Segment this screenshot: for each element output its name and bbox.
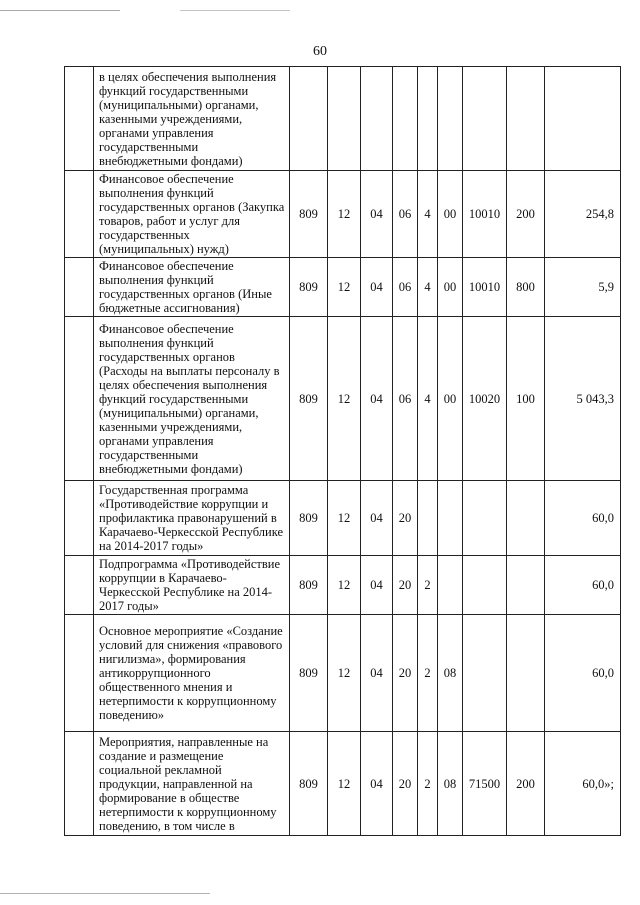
- event-code-cell: 00: [438, 258, 463, 317]
- event-code-cell: 08: [438, 732, 463, 836]
- table-row: [65, 67, 621, 171]
- table-row: [65, 556, 621, 615]
- subsection-code-cell: 04: [361, 317, 393, 481]
- event-code-cell: [438, 481, 463, 556]
- row-number-cell: [65, 732, 94, 836]
- sum-cell: 254,8: [545, 171, 621, 258]
- program-code-cell: 06: [393, 171, 418, 258]
- direction-code-cell: [463, 615, 507, 732]
- program-code-cell: [393, 67, 418, 171]
- section-code-cell: 12: [328, 258, 361, 317]
- ministry-code-cell: [290, 67, 328, 171]
- direction-code-cell: 71500: [463, 732, 507, 836]
- program-code-cell: 20: [393, 732, 418, 836]
- subsection-code-cell: [361, 67, 393, 171]
- expense-type-cell: [507, 556, 545, 615]
- expense-type-cell: [507, 615, 545, 732]
- program-code-cell: 06: [393, 317, 418, 481]
- row-name-cell: в целях обеспечения выполнения функций государственными (муниципальными) органами, казенными учреждениями, органами управления государственными внебюджетными фондами): [94, 67, 290, 171]
- table-row: [65, 258, 621, 317]
- ministry-code-cell: 809: [290, 615, 328, 732]
- ministry-code-cell: 809: [290, 317, 328, 481]
- sum-cell: 60,0: [545, 615, 621, 732]
- row-number-cell: [65, 258, 94, 317]
- row-name-cell: Финансовое обеспечение выполнения функций государственных органов (Закупка товаров, работ и услуг для государственных (муниципальных) нужд): [94, 171, 290, 258]
- row-number-cell: [65, 67, 94, 171]
- ministry-code-cell: 809: [290, 732, 328, 836]
- sum-cell: 60,0: [545, 556, 621, 615]
- subprogram-code-cell: [418, 481, 438, 556]
- subprogram-code-cell: 4: [418, 317, 438, 481]
- ministry-code-cell: 809: [290, 171, 328, 258]
- row-number-cell: [65, 481, 94, 556]
- subsection-code-cell: 04: [361, 171, 393, 258]
- sum-cell: [545, 67, 621, 171]
- section-code-cell: 12: [328, 481, 361, 556]
- budget-table: [64, 66, 621, 836]
- program-code-cell: 20: [393, 481, 418, 556]
- subsection-code-cell: 04: [361, 258, 393, 317]
- row-number-cell: [65, 317, 94, 481]
- program-code-cell: 20: [393, 615, 418, 732]
- expense-type-cell: [507, 67, 545, 171]
- page-number: 60: [313, 44, 327, 59]
- row-number-cell: [65, 171, 94, 258]
- sum-cell: 5 043,3: [545, 317, 621, 481]
- table-row: [65, 615, 621, 732]
- direction-code-cell: 10020: [463, 317, 507, 481]
- sum-cell: 5,9: [545, 258, 621, 317]
- row-number-cell: [65, 556, 94, 615]
- expense-type-cell: 200: [507, 732, 545, 836]
- section-code-cell: 12: [328, 171, 361, 258]
- row-name-cell: Финансовое обеспечение выполнения функций государственных органов (Расходы на выплаты персоналу в целях обеспечения выполнения функций государственными (муниципальными) органами, казенными учреждениями, органами управления государственными внебюджетными фондами): [94, 317, 290, 481]
- row-name-cell: Подпрограмма «Противодействие коррупции в Карачаево-Черкесской Республике на 2014-2017 годы»: [94, 556, 290, 615]
- expense-type-cell: 200: [507, 171, 545, 258]
- ministry-code-cell: 809: [290, 258, 328, 317]
- section-code-cell: 12: [328, 317, 361, 481]
- subsection-code-cell: 04: [361, 481, 393, 556]
- section-code-cell: 12: [328, 615, 361, 732]
- direction-code-cell: [463, 481, 507, 556]
- event-code-cell: 00: [438, 171, 463, 258]
- event-code-cell: [438, 67, 463, 171]
- section-code-cell: 12: [328, 556, 361, 615]
- table-row: [65, 171, 621, 258]
- row-number-cell: [65, 615, 94, 732]
- subprogram-code-cell: 4: [418, 258, 438, 317]
- section-code-cell: 12: [328, 732, 361, 836]
- subsection-code-cell: 04: [361, 732, 393, 836]
- table-row: [65, 317, 621, 481]
- expense-type-cell: [507, 481, 545, 556]
- sum-cell: 60,0»;: [545, 732, 621, 836]
- subprogram-code-cell: 2: [418, 615, 438, 732]
- expense-type-cell: 800: [507, 258, 545, 317]
- program-code-cell: 20: [393, 556, 418, 615]
- ministry-code-cell: 809: [290, 481, 328, 556]
- direction-code-cell: 10010: [463, 171, 507, 258]
- row-name-cell: Мероприятия, направленные на создание и размещение социальной рекламной продукции, направленной на формирование в обществе нетерпимости к коррупционному поведению, в том числе в: [94, 732, 290, 836]
- section-code-cell: [328, 67, 361, 171]
- subprogram-code-cell: [418, 67, 438, 171]
- subprogram-code-cell: 2: [418, 556, 438, 615]
- row-name-cell: Финансовое обеспечение выполнения функций государственных органов (Иные бюджетные ассигнования): [94, 258, 290, 317]
- direction-code-cell: [463, 67, 507, 171]
- table-row: [65, 732, 621, 836]
- scan-line-top-right: [180, 10, 290, 11]
- ministry-code-cell: 809: [290, 556, 328, 615]
- subprogram-code-cell: 2: [418, 732, 438, 836]
- event-code-cell: [438, 556, 463, 615]
- direction-code-cell: [463, 556, 507, 615]
- table-row: [65, 481, 621, 556]
- event-code-cell: 08: [438, 615, 463, 732]
- row-name-cell: Основное мероприятие «Создание условий для снижения «правового нигилизма», формирования антикоррупционного общественного мнения и нетерпимости к коррупционному поведению»: [94, 615, 290, 732]
- subsection-code-cell: 04: [361, 615, 393, 732]
- program-code-cell: 06: [393, 258, 418, 317]
- scan-line-bottom: [0, 893, 210, 894]
- row-name-cell: Государственная программа «Противодействие коррупции и профилактика правонарушений в Карачаево-Черкесской Республике на 2014-2017 годы»: [94, 481, 290, 556]
- budget-table-body: [65, 67, 621, 836]
- direction-code-cell: 10010: [463, 258, 507, 317]
- event-code-cell: 00: [438, 317, 463, 481]
- scan-line-top: [0, 10, 120, 11]
- subsection-code-cell: 04: [361, 556, 393, 615]
- expense-type-cell: 100: [507, 317, 545, 481]
- sum-cell: 60,0: [545, 481, 621, 556]
- subprogram-code-cell: 4: [418, 171, 438, 258]
